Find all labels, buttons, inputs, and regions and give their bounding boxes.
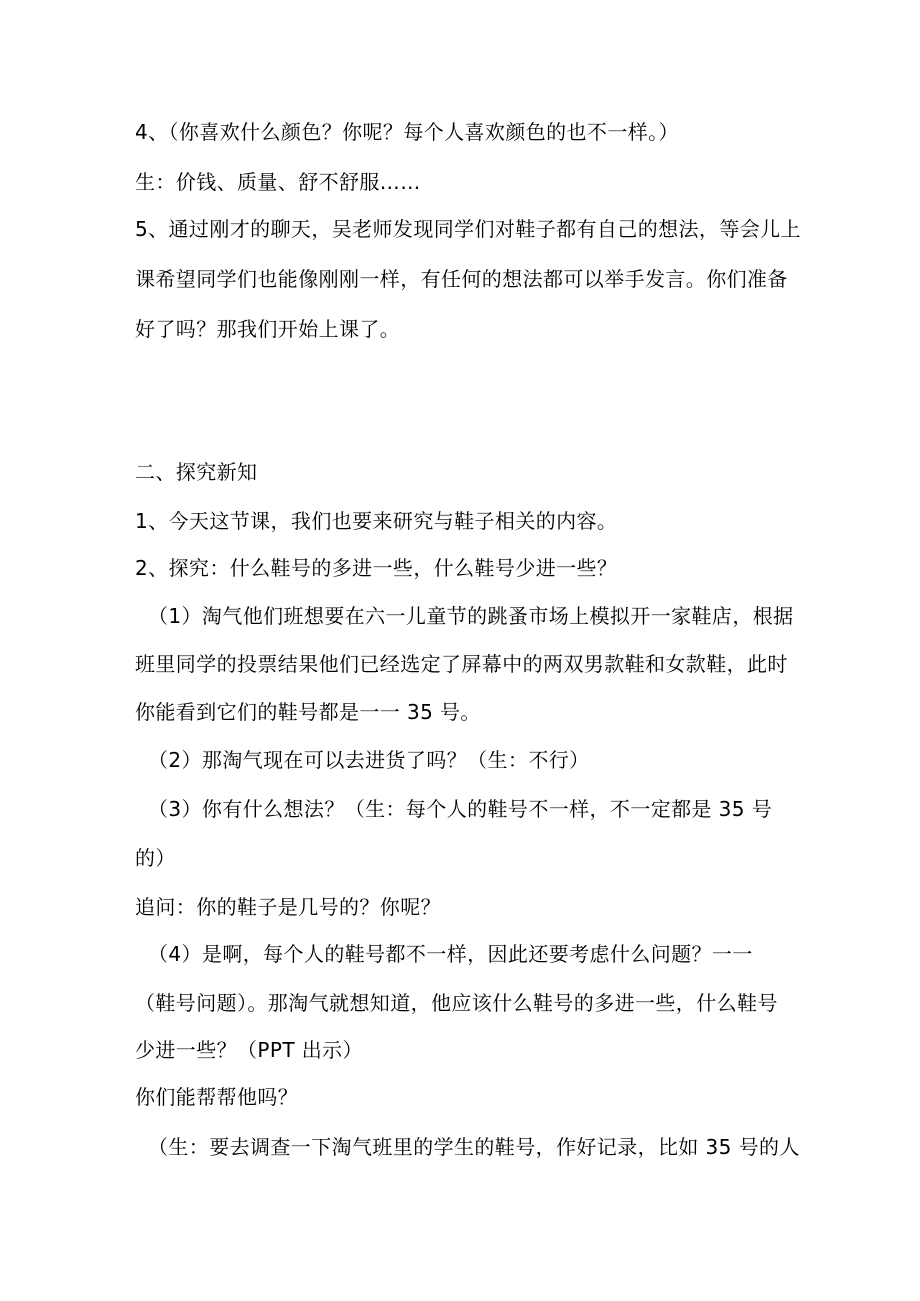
text-line: （4）是啊，每个人的鞋号都不一样，因此还要考虑什么问题？一一 xyxy=(148,942,753,966)
text-line: 课希望同学们也能像刚刚一样，有任何的想法都可以举手发言。你们准备 xyxy=(135,267,788,291)
text-line: （3）你有什么想法？（生：每个人的鞋号不一样，不一定都是 35 号 xyxy=(148,797,773,821)
text-line: 5、通过刚才的聊天，吴老师发现同学们对鞋子都有自己的想法，等会儿上 xyxy=(135,217,801,241)
text-line: 班里同学的投票结果他们已经选定了屏幕中的两双男款鞋和女款鞋，此时 xyxy=(135,652,788,676)
text-line: 好了吗？那我们开始上课了。 xyxy=(135,317,401,341)
text-line: 的） xyxy=(135,846,176,870)
text-line: 少进一些？（PPT 出示） xyxy=(135,1038,363,1062)
text-line: 追问：你的鞋子是几号的？你呢？ xyxy=(135,895,441,919)
text-line: （2）那淘气现在可以去进货了吗？（生：不行） xyxy=(148,748,590,772)
text-line: 2、探究：什么鞋号的多进一些，什么鞋号少进一些？ xyxy=(135,556,618,580)
text-line: （生：要去调查一下淘气班里的学生的鞋号，作好记录，比如 35 号的人 xyxy=(148,1135,800,1159)
text-line: 4、（你喜欢什么颜色？你呢？每个人喜欢颜色的也不一样。） xyxy=(135,120,679,144)
text-line: 1、今天这节课，我们也要来研究与鞋子相关的内容。 xyxy=(135,509,618,533)
section-heading: 二、探究新知 xyxy=(135,460,258,484)
text-line: 你们能帮帮他吗？ xyxy=(135,1085,299,1109)
text-line: 生：价钱、质量、舒不舒服…… xyxy=(135,170,421,194)
text-line: （1）淘气他们班想要在六一儿童节的跳蚤市场上模拟开一家鞋店，根据 xyxy=(148,604,794,628)
text-line: （鞋号问题）。那淘气就想知道，他应该什么鞋号的多进一些，什么鞋号 xyxy=(135,991,778,1015)
text-line: 你能看到它们的鞋号都是一一 35 号。 xyxy=(135,700,481,724)
